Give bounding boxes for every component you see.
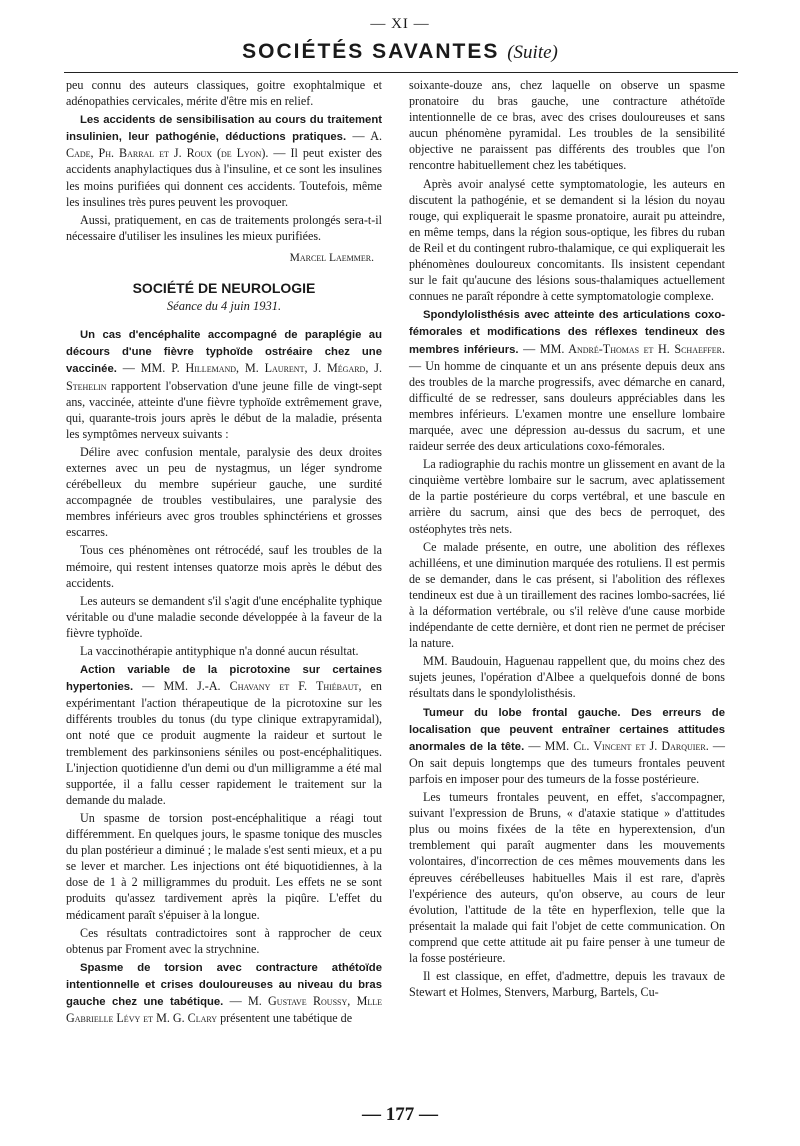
article-title: Spondylolisthésis avec atteinte des articulations coxo-fémorales et modifications des réflexes tendineux des membres inférieurs. (409, 309, 725, 356)
paragraph: Aussi, pratiquement, en cas de traitements prolongés sera-t-il nécessaire d'utiliser les insulines les mieux purifiées. (66, 212, 382, 243)
paragraph: peu connu des auteurs classiques, goitre exophtalmique et adénopathies cervicales, mérite d'être mis en relief. (66, 78, 382, 109)
article-authors: — MM. P. Hillemand, M. Laurent, J. Mégard, J. Stehelin (66, 361, 382, 393)
paragraph: Après avoir analysé cette symptomatologie, les auteurs en discutent la pathogénie, et se demandent si la lésion du noyau rouge, qui expliquerait le spasme pronatoire, aurait pu atteindre, en même temps, dans la région sous-optique, les fibres du ruban de Reil et du contingent rubro-thalamique, ce qui expliquerait les phénomènes douloureux concomitants. Ils insistent cependant sur le fait qu'aucune des lésions sous-thalamiques actuellement connues ne paraît répondre à cette symptomatologie complexe. (409, 176, 725, 304)
running-head (0, 40, 800, 64)
article-title: Action variable de la picrotoxine sur certaines hypertonies. (66, 664, 382, 694)
article-text: rapportent l'observation d'une jeune fille de vingt-sept ans, vaccinée, atteinte d'une fièvre typhoïde extrêmement grave, qui, quarante-trois jours après le début de la maladie, présenta les symptômes nerveux suivants : (66, 378, 382, 441)
paragraph: La vaccinothérapie antityphique n'a donné aucun résultat. (80, 644, 359, 658)
paragraph: Tous ces phénomènes ont rétrocédé, sauf les troubles de la mémoire, qui restent intenses quatorze mois après le début des accidents. (66, 543, 382, 590)
paragraph: MM. Baudouin, Haguenau rappellent que, du moins chez des sujets jeunes, l'opération d'Albee a quelquefois donné de bons résultats dans le spondylolisthésis. (409, 654, 725, 701)
page-number: — 177 — (362, 1104, 438, 1125)
paragraph: Il est classique, en effet, d'admettre, depuis les travaux de Stewart et Holmes, Stenvers, Marburg, Bartels, Cu- (409, 969, 725, 1000)
article-spasme (66, 959, 382, 1026)
session-date: Séance du 4 juin 1931. (166, 299, 282, 314)
article-title: Spasme de torsion avec contracture athétoïde intentionnelle et crises douloureuses au niveau du bras gauche chez une tabétique. (66, 961, 382, 1008)
header-rule (64, 72, 738, 73)
society-heading: SOCIÉTÉ DE NEUROLOGIE (132, 280, 316, 297)
article-authors: — M. Gustave Roussy, Mlle Gabrielle Lévy et M. G. Clary (66, 993, 382, 1026)
article-text: — Il peut exister des accidents anaphylactiques dus à l'insuline, et ce sont les insulines les moins purifiées qui donnent ces accidents. Toutefois, même les insulines très pures peuvent les provoquer. (66, 146, 382, 209)
running-head-title: SOCIÉTÉS SAVANTES (242, 40, 500, 63)
article-title: Les accidents de sensibilisation au cours du traitement insulinien, leur pathogénie, déductions pratiques. (66, 114, 382, 144)
article-encephalite (66, 326, 382, 442)
left-column (66, 77, 382, 1028)
article-title: Tumeur du lobe frontal gauche. Des erreurs de localisation que peuvent entraîner certaines attitudes anormales de la tête. (409, 706, 725, 753)
paragraph: Les tumeurs frontales peuvent, en effet, s'accompagner, suivant l'expression de Bruns, « d'ataxie statique » d'attitudes plus ou moins fixées de la tête en hyperextension, d'un tremblement qui paraît augmenter dans les mouvements volontaires, d'incorrection de ces mêmes mouvements dans les épreuves cérébelleuses habituelles Mais il est rare, d'après l'expérience des auteurs, qu'on observe, au cours de leur évolution, l'attitude de la tête en hyperflexion, telle que la présentait la malade qui fait l'objet de cette communication. On comprend que cette attitude ait pu faire penser à une tumeur de la fosse postérieure. (409, 790, 725, 965)
paragraph: Ce malade présente, en outre, une abolition des réflexes achilléens, et une diminution marquée des rotuliens. Il est permis de se demander, dans le cas présent, si l'abolition des réflexes tendineux est due à un tiraillement des racines lombo-sacrées, lié à la déformation vertébrale, ou s'il relève d'une cause morbide indépendante de cette dernière, et dont rien ne permet de préciser la nature. (409, 539, 725, 651)
article-text: en expérimentant l'action thérapeutique de la picrotoxine sur les différents troubles du tonus (du type clinique extrapyramidal), ont noté que ce produit augmente la raideur et surtout le tremblement des parkinsoniens séniles ou post-encéphalitiques. L'injection quotidienne d'un demi ou d'un milligramme a été mal supportée, il a fallu cesser rapidement le traitement sur la demande du malade. (66, 679, 382, 807)
article-text: — Un homme de cinquante et un ans présente depuis deux ans des troubles de la marche progressifs, avec démarche en canard, difficulté de se redresser, sans douleurs appréciables dans les membres inférieurs. L'examen montre une ensellure lombaire marquée, avec une dépression au-dessus du sacrum, et une raideur serrée des deux articulations coxo-fémorales. (409, 358, 725, 454)
paragraph: Délire avec confusion mentale, paralysie des deux droites externes avec un peu de nystagmus, un léger syndrome cérébelleux du membre supérieur gauche, une surdité accompagnée de troubles vestibulaires, une paralysie des membres inférieurs avec gros troubles sphinctériens et grosses escarres. (66, 444, 382, 540)
article-picrotoxine (66, 661, 382, 808)
roman-page-number: — XI — (370, 16, 430, 32)
article-text: — On sait depuis longtemps que des tumeurs frontales peuvent parfois en imposer pour des tumeurs de la fosse postérieure. (409, 738, 725, 786)
article-title: Un cas d'encéphalite accompagné de paraplégie au décours d'une fièvre typhoïde ostréaire chez une vaccinée. (66, 329, 382, 376)
paragraph: Un spasme de torsion post-encéphalitique a réagi tout différemment. En quelques jours, le spasme tonique des muscles du plan postérieur a diminué ; le malade s'est senti mieux, et a pu se lever et marcher. Les injections ont été biquotidiennes, à la dose de 1 à 2 milligrammes du produit. Les effets ne se sont produits qu'assez tardivement après la piqûre. L'effet du médicament paraît s'épuiser à la longue. (66, 810, 382, 922)
signature: Marcel Laemmer. (289, 251, 374, 264)
paragraph: Ces résultats contradictoires sont à rapprocher de ceux obtenus par Froment avec la strychnine. (66, 925, 382, 956)
paragraph: La radiographie du rachis montre un glissement en avant de la cinquième vertèbre lombaire sur le sacrum, avec aplatissement de la partie postérieure du corps vertébral, et une bascule en arrière du sacrum, ainsi que des becs de perroquet, des ostéophytes très nets. (409, 457, 725, 536)
article-tumeur (409, 704, 725, 787)
article-insulin (66, 111, 382, 210)
article-text: présentent une tabétique de (220, 1011, 353, 1026)
paragraph: Les auteurs se demandent s'il s'agit d'une encéphalite typhique véritable ou d'une maladie seconde développée à la faveur de la fièvre typhoïde. (66, 593, 382, 640)
article-authors: — MM. André-Thomas et H. Schaeffer. (523, 341, 726, 356)
article-authors: — A. Cade, Ph. Barral et J. Roux (de Lyon). (66, 129, 382, 161)
paragraph: soixante-douze ans, chez laquelle on observe un spasme pronatoire du bras gauche, une contracture athétoïde intentionnelle de ce bras, avec des crises douloureuses et sans aucun phénomène pyramidal. Les troubles de la sensibilité objective ne paraissent pas différents des troubles que l'on rencontre habituellement chez les tabétiques. (409, 78, 725, 173)
article-authors: — MM. Cl. Vincent et J. Darquier. (528, 738, 709, 753)
article-spondylolisthesis (409, 306, 725, 454)
article-authors: — MM. J.-A. Chavany et F. Thiébaut, (142, 679, 362, 694)
right-column (409, 77, 725, 1002)
running-head-suite: (Suite) (507, 42, 558, 63)
